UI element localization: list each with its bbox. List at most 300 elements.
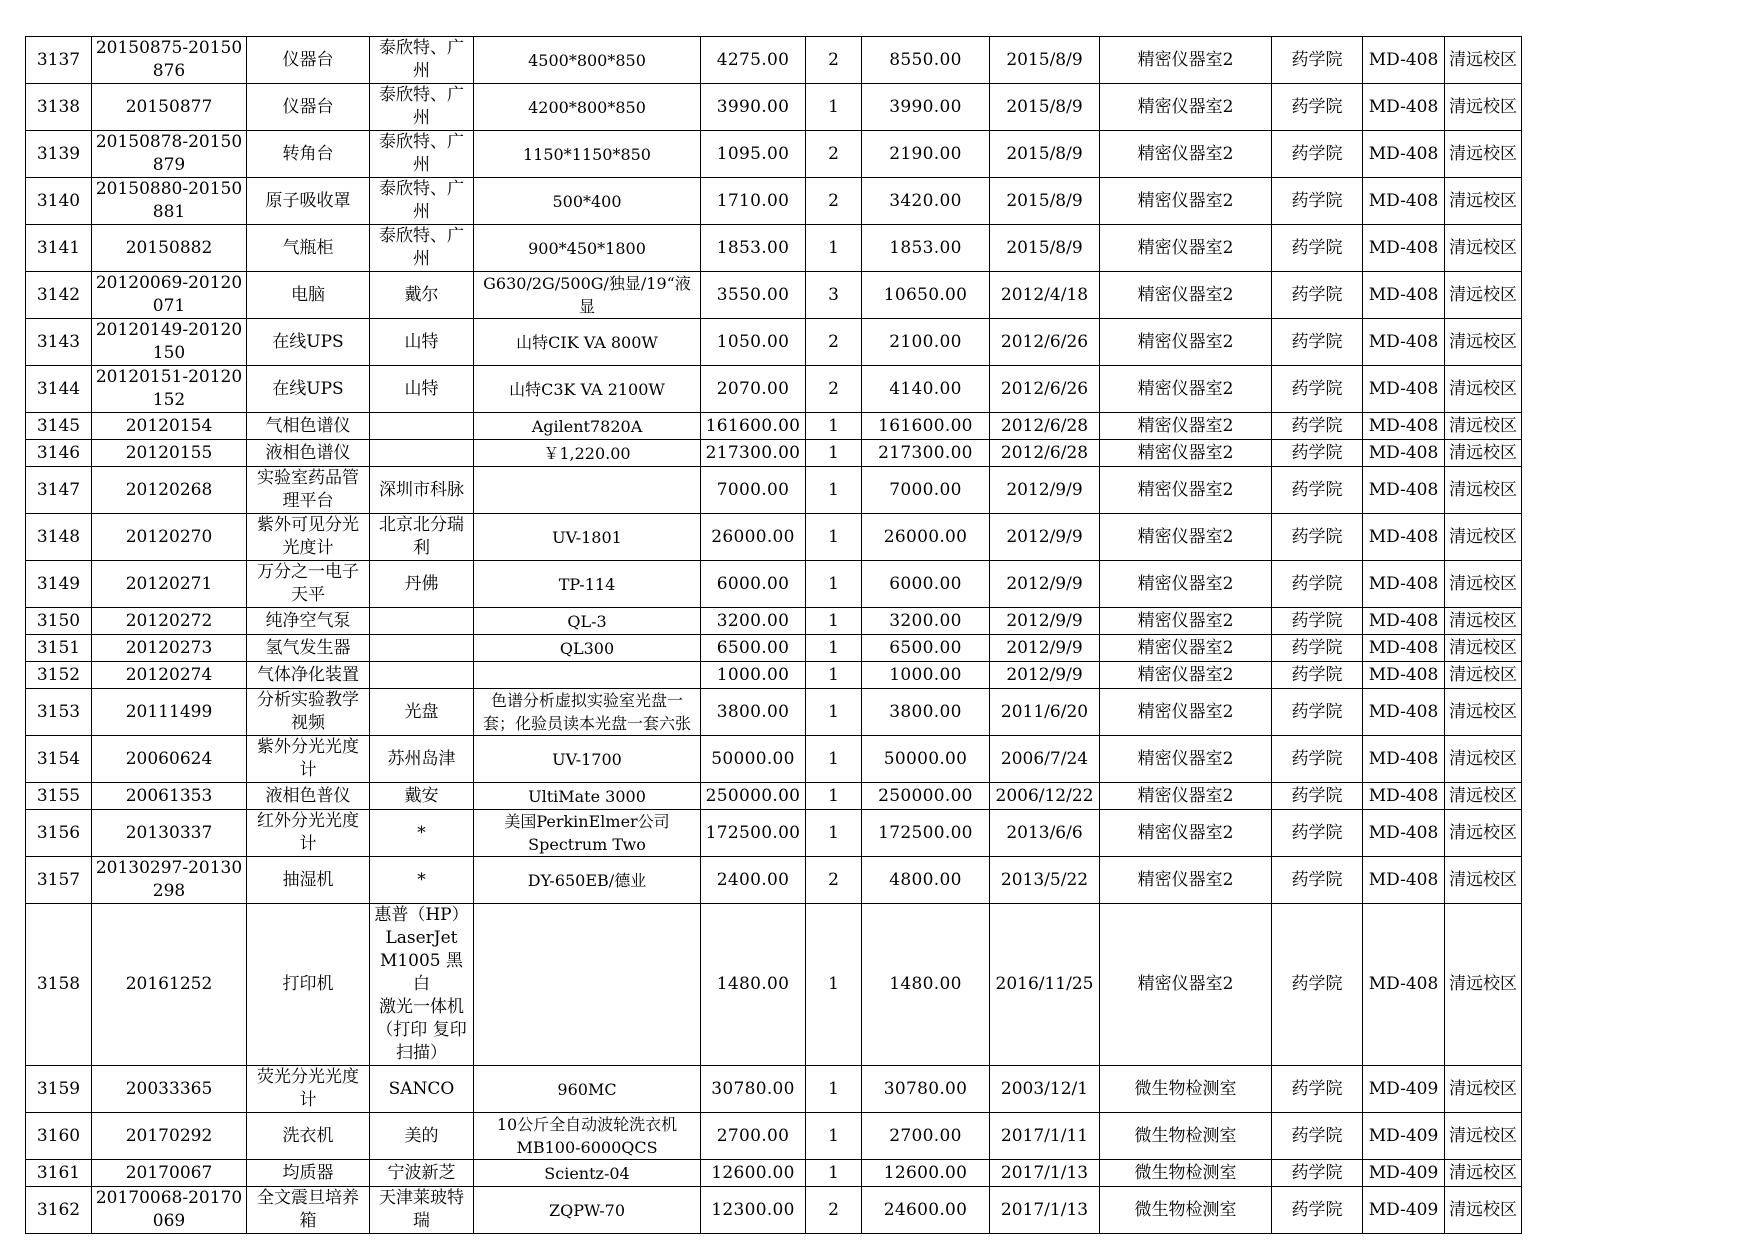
amount-cell: 250000.00 (862, 783, 990, 810)
campus-cell: 清远校区 (1445, 1187, 1522, 1234)
asset-number-cell: 20130297-20130298 (92, 857, 247, 904)
brand-cell: 美的 (370, 1113, 474, 1160)
unit-price-cell: 50000.00 (701, 736, 806, 783)
brand-cell: 宁波新芝 (370, 1160, 474, 1187)
row-number: 3137 (26, 37, 92, 84)
brand-cell: 光盘 (370, 689, 474, 736)
location-room-cell: 精密仪器室2 (1100, 736, 1272, 783)
purchase-date-cell: 2013/6/6 (990, 810, 1100, 857)
model-spec-cell: UV-1700 (474, 736, 701, 783)
room-code-cell: MD-408 (1363, 467, 1445, 514)
purchase-date-cell: 2012/6/26 (990, 319, 1100, 366)
brand-cell (370, 413, 474, 440)
asset-table (25, 36, 1522, 1234)
row-number: 3155 (26, 783, 92, 810)
unit-price-cell: 1000.00 (701, 662, 806, 689)
campus-cell: 清远校区 (1445, 635, 1522, 662)
row-number: 3148 (26, 514, 92, 561)
room-code-cell: MD-408 (1363, 561, 1445, 608)
room-code-cell: MD-408 (1363, 131, 1445, 178)
room-code-cell: MD-408 (1363, 635, 1445, 662)
campus-cell: 清远校区 (1445, 1160, 1522, 1187)
model-spec-cell: G630/2G/500G/独显/19“液显 (474, 272, 701, 319)
amount-cell: 4800.00 (862, 857, 990, 904)
unit-price-cell: 12600.00 (701, 1160, 806, 1187)
equipment-name-cell: 全文震旦培养 箱 (247, 1187, 370, 1234)
equipment-name-cell: 纯净空气泵 (247, 608, 370, 635)
equipment-name-cell: 液相色普仪 (247, 783, 370, 810)
brand-cell: 泰欣特、广 州 (370, 84, 474, 131)
room-code-cell: MD-408 (1363, 904, 1445, 1066)
quantity-cell: 2 (806, 366, 862, 413)
unit-price-cell: 12300.00 (701, 1187, 806, 1234)
table-row (26, 514, 1522, 561)
campus-cell: 清远校区 (1445, 736, 1522, 783)
equipment-name-cell: 洗衣机 (247, 1113, 370, 1160)
equipment-name-cell: 荧光分光光度 计 (247, 1066, 370, 1113)
asset-number-cell: 20150877 (92, 84, 247, 131)
campus-cell: 清远校区 (1445, 904, 1522, 1066)
campus-cell: 清远校区 (1445, 131, 1522, 178)
room-code-cell: MD-408 (1363, 37, 1445, 84)
purchase-date-cell: 2012/9/9 (990, 608, 1100, 635)
quantity-cell: 1 (806, 810, 862, 857)
location-room-cell: 精密仪器室2 (1100, 467, 1272, 514)
amount-cell: 2190.00 (862, 131, 990, 178)
unit-price-cell: 3550.00 (701, 272, 806, 319)
row-number: 3158 (26, 904, 92, 1066)
quantity-cell: 1 (806, 904, 862, 1066)
equipment-name-cell: 原子吸收罩 (247, 178, 370, 225)
department-cell: 药学院 (1272, 84, 1363, 131)
brand-cell: * (370, 810, 474, 857)
brand-cell (370, 608, 474, 635)
department-cell: 药学院 (1272, 1187, 1363, 1234)
purchase-date-cell: 2016/11/25 (990, 904, 1100, 1066)
campus-cell: 清远校区 (1445, 514, 1522, 561)
amount-cell: 12600.00 (862, 1160, 990, 1187)
purchase-date-cell: 2015/8/9 (990, 225, 1100, 272)
department-cell: 药学院 (1272, 131, 1363, 178)
department-cell: 药学院 (1272, 1066, 1363, 1113)
department-cell: 药学院 (1272, 1113, 1363, 1160)
purchase-date-cell: 2015/8/9 (990, 37, 1100, 84)
row-number: 3140 (26, 178, 92, 225)
location-room-cell: 精密仪器室2 (1100, 178, 1272, 225)
equipment-name-cell: 在线UPS (247, 319, 370, 366)
row-number: 3156 (26, 810, 92, 857)
department-cell: 药学院 (1272, 319, 1363, 366)
room-code-cell: MD-408 (1363, 662, 1445, 689)
quantity-cell: 1 (806, 467, 862, 514)
table-row (26, 366, 1522, 413)
table-row (26, 635, 1522, 662)
table-row (26, 467, 1522, 514)
quantity-cell: 1 (806, 413, 862, 440)
purchase-date-cell: 2015/8/9 (990, 84, 1100, 131)
asset-number-cell: 20120273 (92, 635, 247, 662)
amount-cell: 50000.00 (862, 736, 990, 783)
row-number: 3141 (26, 225, 92, 272)
unit-price-cell: 1095.00 (701, 131, 806, 178)
department-cell: 药学院 (1272, 366, 1363, 413)
model-spec-cell: ZQPW-70 (474, 1187, 701, 1234)
location-room-cell: 微生物检测室 (1100, 1066, 1272, 1113)
equipment-name-cell: 实验室药品管 理平台 (247, 467, 370, 514)
purchase-date-cell: 2012/9/9 (990, 662, 1100, 689)
purchase-date-cell: 2012/6/28 (990, 440, 1100, 467)
unit-price-cell: 3200.00 (701, 608, 806, 635)
table-row (26, 440, 1522, 467)
row-number: 3144 (26, 366, 92, 413)
location-room-cell: 精密仪器室2 (1100, 131, 1272, 178)
asset-number-cell: 20120151-20120152 (92, 366, 247, 413)
unit-price-cell: 30780.00 (701, 1066, 806, 1113)
location-room-cell: 精密仪器室2 (1100, 904, 1272, 1066)
quantity-cell: 1 (806, 1160, 862, 1187)
purchase-date-cell: 2015/8/9 (990, 131, 1100, 178)
quantity-cell: 2 (806, 319, 862, 366)
quantity-cell: 1 (806, 608, 862, 635)
campus-cell: 清远校区 (1445, 37, 1522, 84)
room-code-cell: MD-408 (1363, 225, 1445, 272)
unit-price-cell: 1050.00 (701, 319, 806, 366)
amount-cell: 30780.00 (862, 1066, 990, 1113)
location-room-cell: 精密仪器室2 (1100, 440, 1272, 467)
asset-number-cell: 20150875-20150876 (92, 37, 247, 84)
room-code-cell: MD-408 (1363, 413, 1445, 440)
brand-cell (370, 635, 474, 662)
asset-number-cell: 20111499 (92, 689, 247, 736)
amount-cell: 172500.00 (862, 810, 990, 857)
table-row (26, 662, 1522, 689)
purchase-date-cell: 2011/6/20 (990, 689, 1100, 736)
unit-price-cell: 1710.00 (701, 178, 806, 225)
room-code-cell: MD-409 (1363, 1066, 1445, 1113)
row-number: 3151 (26, 635, 92, 662)
campus-cell: 清远校区 (1445, 662, 1522, 689)
brand-cell: 泰欣特、广 州 (370, 225, 474, 272)
quantity-cell: 2 (806, 131, 862, 178)
department-cell: 药学院 (1272, 662, 1363, 689)
equipment-name-cell: 仪器台 (247, 37, 370, 84)
brand-cell: 山特 (370, 319, 474, 366)
department-cell: 药学院 (1272, 783, 1363, 810)
table-row (26, 857, 1522, 904)
campus-cell: 清远校区 (1445, 783, 1522, 810)
model-spec-cell: ￥1,220.00 (474, 440, 701, 467)
model-spec-cell: Agilent7820A (474, 413, 701, 440)
model-spec-cell: UltiMate 3000 (474, 783, 701, 810)
row-number: 3149 (26, 561, 92, 608)
brand-cell (370, 440, 474, 467)
table-row (26, 131, 1522, 178)
room-code-cell: MD-408 (1363, 366, 1445, 413)
amount-cell: 1853.00 (862, 225, 990, 272)
location-room-cell: 精密仪器室2 (1100, 689, 1272, 736)
model-spec-cell: 1150*1150*850 (474, 131, 701, 178)
table-row (26, 84, 1522, 131)
model-spec-cell: 4200*800*850 (474, 84, 701, 131)
model-spec-cell (474, 467, 701, 514)
campus-cell: 清远校区 (1445, 319, 1522, 366)
purchase-date-cell: 2012/6/28 (990, 413, 1100, 440)
table-row (26, 225, 1522, 272)
room-code-cell: MD-409 (1363, 1187, 1445, 1234)
asset-number-cell: 20033365 (92, 1066, 247, 1113)
purchase-date-cell: 2012/6/26 (990, 366, 1100, 413)
row-number: 3145 (26, 413, 92, 440)
room-code-cell: MD-409 (1363, 1160, 1445, 1187)
row-number: 3142 (26, 272, 92, 319)
unit-price-cell: 172500.00 (701, 810, 806, 857)
asset-number-cell: 20170292 (92, 1113, 247, 1160)
model-spec-cell: QL-3 (474, 608, 701, 635)
location-room-cell: 精密仪器室2 (1100, 662, 1272, 689)
purchase-date-cell: 2013/5/22 (990, 857, 1100, 904)
asset-number-cell: 20120155 (92, 440, 247, 467)
asset-number-cell: 20120270 (92, 514, 247, 561)
table-row (26, 413, 1522, 440)
table-row (26, 272, 1522, 319)
location-room-cell: 精密仪器室2 (1100, 366, 1272, 413)
department-cell: 药学院 (1272, 440, 1363, 467)
model-spec-cell: 10公斤全自动波轮洗衣机 MB100-6000QCS (474, 1113, 701, 1160)
model-spec-cell (474, 662, 701, 689)
quantity-cell: 1 (806, 1066, 862, 1113)
unit-price-cell: 6000.00 (701, 561, 806, 608)
amount-cell: 3200.00 (862, 608, 990, 635)
brand-cell: 丹佛 (370, 561, 474, 608)
asset-number-cell: 20120268 (92, 467, 247, 514)
department-cell: 药学院 (1272, 225, 1363, 272)
equipment-name-cell: 红外分光光度 计 (247, 810, 370, 857)
department-cell: 药学院 (1272, 689, 1363, 736)
table-row (26, 319, 1522, 366)
asset-number-cell: 20161252 (92, 904, 247, 1066)
unit-price-cell: 161600.00 (701, 413, 806, 440)
table-row (26, 783, 1522, 810)
room-code-cell: MD-409 (1363, 1113, 1445, 1160)
department-cell: 药学院 (1272, 635, 1363, 662)
equipment-name-cell: 气体净化装置 (247, 662, 370, 689)
model-spec-cell: 山特C3K VA 2100W (474, 366, 701, 413)
asset-number-cell: 20120149-20120150 (92, 319, 247, 366)
quantity-cell: 1 (806, 440, 862, 467)
brand-cell: 泰欣特、广 州 (370, 131, 474, 178)
department-cell: 药学院 (1272, 413, 1363, 440)
department-cell: 药学院 (1272, 736, 1363, 783)
unit-price-cell: 1853.00 (701, 225, 806, 272)
amount-cell: 3420.00 (862, 178, 990, 225)
campus-cell: 清远校区 (1445, 857, 1522, 904)
room-code-cell: MD-408 (1363, 736, 1445, 783)
purchase-date-cell: 2012/9/9 (990, 635, 1100, 662)
room-code-cell: MD-408 (1363, 783, 1445, 810)
unit-price-cell: 3800.00 (701, 689, 806, 736)
amount-cell: 7000.00 (862, 467, 990, 514)
table-row (26, 904, 1522, 1066)
department-cell: 药学院 (1272, 37, 1363, 84)
model-spec-cell: Scientz-04 (474, 1160, 701, 1187)
brand-cell (370, 662, 474, 689)
quantity-cell: 2 (806, 1187, 862, 1234)
quantity-cell: 1 (806, 514, 862, 561)
equipment-name-cell: 均质器 (247, 1160, 370, 1187)
unit-price-cell: 4275.00 (701, 37, 806, 84)
unit-price-cell: 2400.00 (701, 857, 806, 904)
amount-cell: 10650.00 (862, 272, 990, 319)
asset-number-cell: 20130337 (92, 810, 247, 857)
campus-cell: 清远校区 (1445, 608, 1522, 635)
location-room-cell: 微生物检测室 (1100, 1187, 1272, 1234)
model-spec-cell: 色谱分析虚拟实验室光盘一 套；化验员读本光盘一套六张 (474, 689, 701, 736)
row-number: 3160 (26, 1113, 92, 1160)
model-spec-cell: 美国PerkinElmer公司 Spectrum Two (474, 810, 701, 857)
location-room-cell: 微生物检测室 (1100, 1160, 1272, 1187)
equipment-name-cell: 打印机 (247, 904, 370, 1066)
room-code-cell: MD-408 (1363, 810, 1445, 857)
location-room-cell: 精密仪器室2 (1100, 783, 1272, 810)
amount-cell: 1480.00 (862, 904, 990, 1066)
purchase-date-cell: 2012/4/18 (990, 272, 1100, 319)
purchase-date-cell: 2012/9/9 (990, 561, 1100, 608)
quantity-cell: 2 (806, 178, 862, 225)
department-cell: 药学院 (1272, 272, 1363, 319)
room-code-cell: MD-408 (1363, 689, 1445, 736)
model-spec-cell: 900*450*1800 (474, 225, 701, 272)
campus-cell: 清远校区 (1445, 1113, 1522, 1160)
room-code-cell: MD-408 (1363, 178, 1445, 225)
room-code-cell: MD-408 (1363, 608, 1445, 635)
table-row (26, 561, 1522, 608)
asset-number-cell: 20150878-20150879 (92, 131, 247, 178)
brand-cell: SANCO (370, 1066, 474, 1113)
quantity-cell: 1 (806, 783, 862, 810)
asset-number-cell: 20060624 (92, 736, 247, 783)
table-row (26, 608, 1522, 635)
unit-price-cell: 217300.00 (701, 440, 806, 467)
quantity-cell: 1 (806, 225, 862, 272)
campus-cell: 清远校区 (1445, 225, 1522, 272)
brand-cell: 泰欣特、广 州 (370, 178, 474, 225)
model-spec-cell: UV-1801 (474, 514, 701, 561)
location-room-cell: 精密仪器室2 (1100, 608, 1272, 635)
room-code-cell: MD-408 (1363, 514, 1445, 561)
quantity-cell: 2 (806, 857, 862, 904)
quantity-cell: 1 (806, 689, 862, 736)
table-row (26, 810, 1522, 857)
campus-cell: 清远校区 (1445, 84, 1522, 131)
amount-cell: 4140.00 (862, 366, 990, 413)
amount-cell: 1000.00 (862, 662, 990, 689)
row-number: 3150 (26, 608, 92, 635)
unit-price-cell: 1480.00 (701, 904, 806, 1066)
row-number: 3157 (26, 857, 92, 904)
quantity-cell: 2 (806, 37, 862, 84)
row-number: 3153 (26, 689, 92, 736)
row-number: 3159 (26, 1066, 92, 1113)
equipment-name-cell: 在线UPS (247, 366, 370, 413)
asset-number-cell: 20120271 (92, 561, 247, 608)
purchase-date-cell: 2017/1/11 (990, 1113, 1100, 1160)
amount-cell: 2100.00 (862, 319, 990, 366)
equipment-name-cell: 抽湿机 (247, 857, 370, 904)
amount-cell: 24600.00 (862, 1187, 990, 1234)
row-number: 3147 (26, 467, 92, 514)
asset-number-cell: 20170068-20170069 (92, 1187, 247, 1234)
row-number: 3161 (26, 1160, 92, 1187)
quantity-cell: 3 (806, 272, 862, 319)
brand-cell: 山特 (370, 366, 474, 413)
equipment-name-cell: 液相色谱仪 (247, 440, 370, 467)
model-spec-cell: 4500*800*850 (474, 37, 701, 84)
location-room-cell: 精密仪器室2 (1100, 561, 1272, 608)
location-room-cell: 精密仪器室2 (1100, 272, 1272, 319)
row-number: 3143 (26, 319, 92, 366)
campus-cell: 清远校区 (1445, 440, 1522, 467)
row-number: 3152 (26, 662, 92, 689)
equipment-name-cell: 氢气发生器 (247, 635, 370, 662)
model-spec-cell: 山特CIK VA 800W (474, 319, 701, 366)
row-number: 3162 (26, 1187, 92, 1234)
equipment-name-cell: 紫外分光光度 计 (247, 736, 370, 783)
equipment-name-cell: 万分之一电子 天平 (247, 561, 370, 608)
brand-cell: 苏州岛津 (370, 736, 474, 783)
campus-cell: 清远校区 (1445, 810, 1522, 857)
row-number: 3154 (26, 736, 92, 783)
unit-price-cell: 2070.00 (701, 366, 806, 413)
brand-cell: 深圳市科脉 (370, 467, 474, 514)
quantity-cell: 1 (806, 1113, 862, 1160)
table-row (26, 689, 1522, 736)
purchase-date-cell: 2003/12/1 (990, 1066, 1100, 1113)
quantity-cell: 1 (806, 736, 862, 783)
table-row (26, 178, 1522, 225)
campus-cell: 清远校区 (1445, 366, 1522, 413)
brand-cell: 北京北分瑞 利 (370, 514, 474, 561)
amount-cell: 3990.00 (862, 84, 990, 131)
table-row (26, 37, 1522, 84)
room-code-cell: MD-408 (1363, 440, 1445, 467)
unit-price-cell: 26000.00 (701, 514, 806, 561)
table-row (26, 736, 1522, 783)
quantity-cell: 1 (806, 662, 862, 689)
quantity-cell: 1 (806, 561, 862, 608)
purchase-date-cell: 2015/8/9 (990, 178, 1100, 225)
table-row (26, 1160, 1522, 1187)
equipment-name-cell: 仪器台 (247, 84, 370, 131)
campus-cell: 清远校区 (1445, 689, 1522, 736)
model-spec-cell: QL300 (474, 635, 701, 662)
location-room-cell: 精密仪器室2 (1100, 413, 1272, 440)
amount-cell: 6000.00 (862, 561, 990, 608)
model-spec-cell: TP-114 (474, 561, 701, 608)
location-room-cell: 精密仪器室2 (1100, 514, 1272, 561)
amount-cell: 3800.00 (862, 689, 990, 736)
equipment-name-cell: 转角台 (247, 131, 370, 178)
department-cell: 药学院 (1272, 608, 1363, 635)
room-code-cell: MD-408 (1363, 319, 1445, 366)
equipment-name-cell: 电脑 (247, 272, 370, 319)
model-spec-cell (474, 904, 701, 1066)
location-room-cell: 精密仪器室2 (1100, 810, 1272, 857)
room-code-cell: MD-408 (1363, 84, 1445, 131)
quantity-cell: 1 (806, 84, 862, 131)
room-code-cell: MD-408 (1363, 857, 1445, 904)
equipment-name-cell: 分析实验教学 视频 (247, 689, 370, 736)
row-number: 3146 (26, 440, 92, 467)
